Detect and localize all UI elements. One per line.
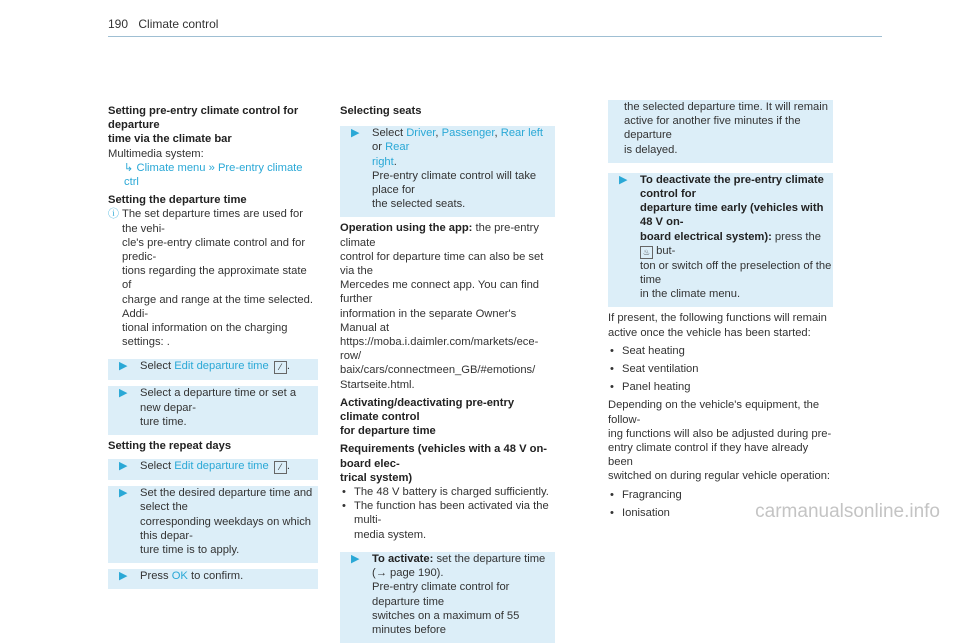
step-text: Press: [140, 570, 172, 583]
step-press-ok: [108, 569, 318, 589]
step-set-weekdays: [108, 486, 318, 563]
requirements-heading: Requirements (vehicles with a 48 V on-board elec-: [340, 443, 548, 470]
app-line: information in the separate Owner's Manual at: [340, 307, 517, 334]
list-item: • Fragrancing: [608, 488, 833, 502]
paragraph-line: ing functions will also be adjusted during pre-: [608, 427, 832, 440]
step-line: Select a departure time or set a new depar-: [140, 387, 297, 414]
pencil-icon: ⁄: [274, 361, 287, 374]
page-header: [108, 17, 218, 31]
app-line: control for departure time can also be set via the: [340, 250, 544, 278]
paragraph-line: entry climate control if they have already been: [608, 442, 809, 469]
menu-path: [108, 161, 318, 189]
step-text: set the departure time: [433, 552, 546, 565]
ok-link[interactable]: OK: [171, 570, 188, 583]
step-arrow-icon: ▶: [351, 552, 360, 565]
step-arrow-icon: ▶: [119, 360, 128, 373]
column-3: [608, 100, 833, 520]
step-line: the selected departure time. It will remain: [624, 101, 828, 113]
step-select-seats: [340, 126, 555, 217]
path-item-climate-menu[interactable]: Climate menu: [136, 161, 206, 174]
column-1: [108, 104, 318, 589]
step-line: the selected seats.: [372, 198, 466, 211]
step-line: Pre-entry climate control will take place for: [372, 169, 537, 197]
section-title: Climate control: [138, 17, 219, 31]
info-note: [108, 207, 318, 349]
multimedia-label: Multimedia system:: [108, 147, 204, 160]
activating-heading-cont: for departure time: [340, 425, 436, 438]
note-line: cle's pre-entry climate control and for predic-: [122, 236, 306, 264]
deactivate-label: To deactivate the pre-entry climate control for: [640, 173, 824, 201]
app-paragraph: [340, 221, 555, 391]
step-arrow-icon: ▶: [119, 570, 128, 583]
step-line: ture time is to apply.: [140, 544, 240, 557]
path-item-preentry[interactable]: Pre-entry climate ctrl: [124, 161, 303, 189]
section-heading-cont: time via the climate bar: [108, 133, 232, 146]
step-line: in the climate menu.: [640, 288, 741, 301]
step-line: ton or switch off the preselection of the time: [640, 259, 832, 287]
selecting-seats-heading: Selecting seats: [340, 105, 422, 117]
list-item: • Panel heating: [608, 380, 833, 394]
list-item: • The 48 V battery is charged sufficiently.: [340, 485, 555, 499]
app-line: Mercedes me connect app. You can find further: [340, 279, 540, 306]
step-text: press the: [771, 230, 821, 243]
step-select-edit-time: [108, 359, 318, 380]
step-select-departure: [108, 386, 318, 435]
note-line: tional information on the charging settings: .: [122, 322, 288, 349]
step-arrow-icon: ▶: [619, 173, 628, 186]
list-item: • Seat ventilation: [608, 362, 833, 376]
note-line: The set departure times are used for the vehi-: [122, 208, 303, 235]
step-select-edit-time-2: [108, 459, 318, 480]
info-icon: ⓘ: [108, 208, 119, 221]
rear-left-link[interactable]: Rear left: [500, 127, 544, 140]
list-item: • Seat heating: [608, 344, 833, 358]
requirements-heading-cont: trical system): [340, 471, 413, 484]
step-line: corresponding weekdays on which this depar-: [140, 515, 312, 542]
column-2: [340, 104, 555, 643]
step-line: is delayed.: [624, 143, 678, 156]
step-arrow-icon: ▶: [119, 460, 128, 473]
activate-label: To activate:: [372, 552, 434, 565]
paragraph-line: active once the vehicle has been started:: [608, 326, 811, 339]
rear-right-link[interactable]: Rear: [385, 141, 410, 154]
pencil-icon: ⁄: [274, 461, 287, 474]
note-line: charge and range at the time selected. Addi-: [122, 293, 313, 320]
repeat-days-heading: Setting the repeat days: [108, 440, 232, 453]
seat-options-line: [372, 126, 555, 154]
step-line: ture time.: [140, 415, 187, 428]
paragraph-line: Depending on the vehicle's equipment, the follow-: [608, 399, 820, 426]
activating-heading: Activating/deactivating pre-entry climate control: [340, 396, 515, 424]
edit-departure-time-link-2[interactable]: Edit departure time: [174, 460, 269, 473]
step-line: Pre-entry climate control for departure time: [372, 581, 510, 608]
climate-button-icon: ♨: [640, 246, 653, 259]
path-arrow-icon: ↳: [124, 161, 134, 174]
setting-time-heading: Setting the departure time: [108, 194, 247, 207]
list-line: media system.: [354, 528, 427, 541]
step-text: but-: [653, 244, 676, 257]
watermark: carmanualsonline.info: [755, 501, 940, 522]
step-text: Select: [372, 127, 407, 140]
list-item: [340, 499, 555, 542]
deactivate-label-cont: departure time early (vehicles with 48 V on-: [640, 202, 824, 229]
step-text-end: .: [286, 360, 290, 373]
step-line: active for another five minutes if the departure: [624, 115, 801, 142]
step-text-end: to confirm.: [187, 570, 244, 583]
step-text-end: .: [393, 155, 397, 168]
rear-right-link-cont[interactable]: right: [372, 155, 394, 168]
step-arrow-icon: ▶: [351, 127, 360, 140]
step-text-end: .: [286, 460, 290, 473]
driver-link[interactable]: Driver: [406, 127, 436, 140]
separator: ,: [435, 127, 442, 140]
app-label: Operation using the app:: [340, 222, 473, 235]
paragraph-line: switched on during regular vehicle operation:: [608, 470, 831, 483]
list-line: • The function has been activated via the multi-: [354, 500, 549, 527]
list-item: • Ionisation: [608, 506, 833, 520]
separator: ,: [494, 127, 501, 140]
step-deactivate: [608, 173, 833, 308]
edit-departure-time-link[interactable]: Edit departure time: [174, 360, 269, 373]
app-url-line: https://moba.i.daimler.com/markets/ece-row/: [340, 336, 539, 363]
page-number: 190: [108, 17, 129, 31]
step-activate: [340, 552, 555, 643]
step-text: Select: [140, 460, 175, 473]
app-url-line: Startseite.html.: [340, 378, 415, 391]
step-activate-cont: [608, 100, 833, 163]
app-url-line: baix/cars/connectmeen_GB/#emotions/: [340, 364, 536, 377]
section-heading: Setting pre-entry climate control for departure: [108, 105, 299, 132]
page-reference[interactable]: (→ page 190).: [372, 567, 444, 580]
separator: or: [372, 141, 386, 154]
header-rule: [108, 36, 882, 37]
passenger-link[interactable]: Passenger: [441, 127, 495, 140]
note-line: tions regarding the approximate state of: [122, 265, 307, 292]
step-line: switches on a maximum of 55 minutes before: [372, 609, 520, 636]
deactivate-label-end: board electrical system):: [640, 230, 772, 243]
step-text: Select: [140, 360, 175, 373]
path-separator-icon: »: [208, 161, 215, 174]
step-line: Set the desired departure time and select the: [140, 487, 313, 514]
step-arrow-icon: ▶: [119, 487, 128, 500]
paragraph-line: If present, the following functions will remain: [608, 312, 827, 325]
app-text: the pre-entry climate: [340, 222, 539, 249]
step-arrow-icon: ▶: [119, 387, 128, 400]
